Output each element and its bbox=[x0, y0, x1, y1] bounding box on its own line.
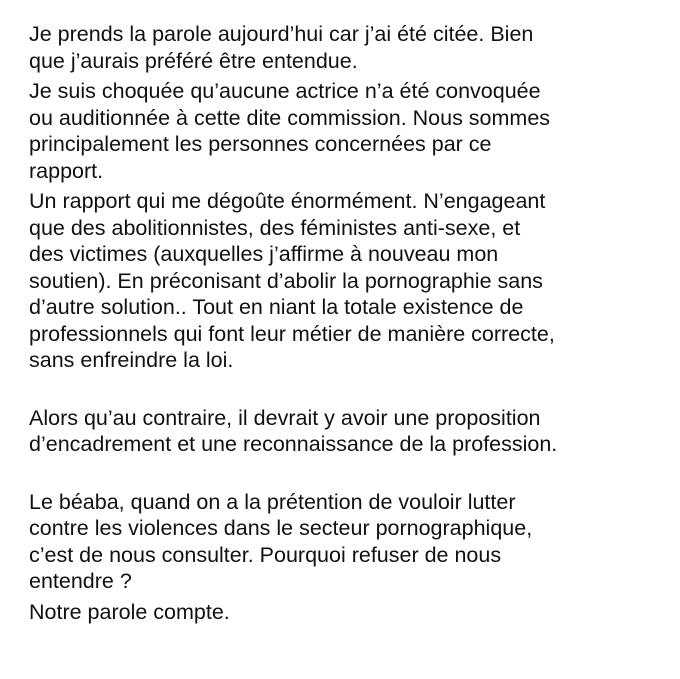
text-line: d’encadrement et une reconnaissance de la profession. bbox=[29, 432, 558, 456]
paragraph-6 bbox=[29, 599, 674, 626]
text-line: c’est de nous consulter. Pourquoi refuser de nous bbox=[29, 542, 502, 567]
text-line: sans enfreindre la loi. bbox=[29, 348, 234, 372]
text-line: Je suis choquée qu’aucune actrice n’a été convoquée bbox=[29, 79, 541, 103]
text-line: rapport. bbox=[29, 158, 104, 183]
note-body bbox=[29, 21, 674, 625]
text-line: entendre ? bbox=[29, 569, 132, 593]
text-line: des victimes (auxquelles j’affirme à nouveau mon bbox=[29, 242, 499, 266]
text-line: soutien). En préconisant d’abolir la pornographie sans bbox=[29, 268, 543, 293]
text-line: Un rapport qui me dégoûte énormément. N’engageant bbox=[29, 189, 546, 213]
text-line: que j’aurais préféré être entendue. bbox=[29, 48, 358, 73]
text-line: principalement les personnes concernées par ce bbox=[29, 132, 492, 156]
paragraph-4 bbox=[29, 405, 674, 458]
paragraph-5 bbox=[29, 489, 674, 595]
text-line: Notre parole compte. bbox=[29, 599, 230, 624]
text-line: Le béaba, quand on a la prétention de vouloir lutter bbox=[29, 489, 516, 514]
text-line: professionnels qui font leur métier de manière correcte, bbox=[29, 321, 555, 346]
paragraph-3 bbox=[29, 188, 674, 374]
paragraph-2 bbox=[29, 78, 674, 184]
text-line: que des abolitionnistes, des féministes anti-sexe, et bbox=[29, 215, 521, 240]
text-line: contre les violences dans le secteur pornographique, bbox=[29, 516, 533, 540]
paragraph-1 bbox=[29, 21, 674, 74]
text-line: ou auditionnée à cette dite commission. Nous sommes bbox=[29, 105, 551, 130]
text-line: d’autre solution.. Tout en niant la totale existence de bbox=[29, 295, 524, 319]
text-line: Je prends la parole aujourd’hui car j’ai été citée. Bien bbox=[29, 22, 534, 46]
text-line: Alors qu’au contraire, il devrait y avoir une proposition bbox=[29, 405, 541, 430]
